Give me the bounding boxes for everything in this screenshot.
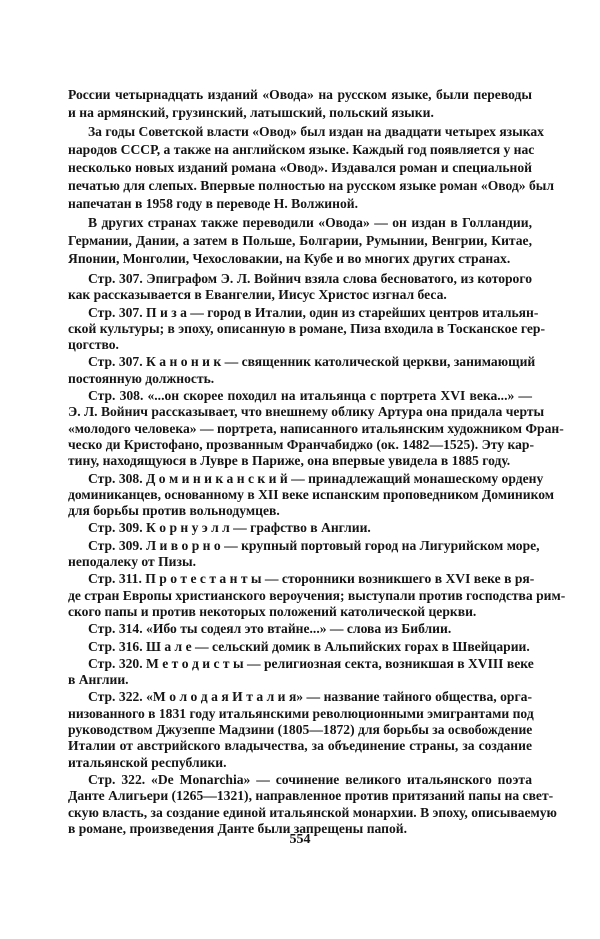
text-line: Стр. 311. П р о т е с т а н т ы — сторонники возникшего в XVI веке в ря- (88, 571, 535, 587)
note-entry (68, 271, 532, 304)
text-line: Стр. 314. «Ибо ты содеял это втайне...» — слова из Библии. (88, 621, 452, 637)
text-line: народов СССР, а также на английском языке. Каждый год появляется у нас (68, 142, 535, 157)
text-line: Стр. 320. М е т о д и с т ы — религиозная секта, возникшая в XVIII веке (88, 655, 534, 671)
text-line: Стр. 322. «De Monarchia» — сочинение великого итальянского поэта (88, 771, 532, 787)
text-line: печатью для слепых. Впервые полностью на русском языке роман «Овод» был (68, 178, 555, 193)
text-line: России четырнадцать изданий «Овода» на русском языке, были переводы (68, 87, 532, 102)
note-entry (68, 537, 540, 571)
text-line: ческо ди Кристофано, прозванным Франчабиджо (ок. 1482—1525). Эту кар- (68, 436, 535, 452)
text-line: как рассказывается в Евангелии, Иисус Христос изгнал беса. (68, 287, 447, 303)
commentary-notes (68, 271, 566, 838)
text-line: Италии от австрийского владычества, за объединение страны, за создание (68, 738, 532, 754)
note-entry (68, 470, 555, 520)
text-line: и на армянский, грузинский, латышский, польский языки. (68, 105, 434, 120)
text-line: Стр. 307. К а н о н и к — священник католической церкви, занимающий (88, 354, 536, 370)
page-number: 554 (289, 832, 311, 847)
text-line: тину, находящуюся в Лувре в Париже, она впервые увидела в 1885 году. (68, 453, 511, 469)
note-entry (68, 656, 532, 689)
note-entry (68, 354, 536, 387)
text-line: итальянской республики. (68, 754, 227, 770)
text-line: доминиканцев, основанному в XII веке испанским проповедником Домиником (68, 486, 555, 502)
text-line: За годы Советской власти «Овод» был издан на двадцати четырех языках (88, 124, 544, 139)
note-entry (68, 639, 532, 655)
text-line: Стр. 307. П и з а — город в Италии, один из старейших центров итальян- (88, 304, 539, 320)
text-line: для борьбы против вольнодумцев. (68, 503, 280, 519)
text-line: де стран Европы христианского вероучения; выступали против господства рим- (68, 587, 566, 603)
text-line: несколько новых изданий романа «Овод». Издавался роман и специальной (68, 160, 532, 175)
text-line: Стр. 309. К о р н у э л л — графство в Англии. (88, 520, 371, 536)
text-line: Стр. 322. «М о л о д а я И т а л и я» — название тайного общества, орга- (88, 689, 532, 705)
text-line: Германии, Дании, а затем в Польше, Болгарии, Румынии, Венгрии, Китае, (68, 233, 532, 248)
text-line: Данте Алигьери (1265—1321), направленное против притязаний папы на свет- (68, 788, 554, 804)
text-line: ской культуры; в эпоху, описанную в романе, Пиза входила в Тосканское гер- (68, 320, 546, 336)
paragraph (68, 86, 532, 122)
text-line: неподалеку от Пизы. (68, 554, 196, 570)
text-line: постоянную должность. (68, 370, 215, 386)
text-line: напечатан в 1958 году в переводе Н. Волжиной. (68, 196, 358, 211)
text-line: Э. Л. Войнич рассказывает, что внешнему облику Артура она придала черты (68, 404, 545, 420)
note-entry (68, 304, 546, 354)
text-line: Стр. 316. Ш а л е — сельский домик в Альпийских горах в Швейцарии. (88, 638, 530, 654)
text-line: цогство. (68, 337, 119, 353)
text-line: ского папы и против некоторых положений католической церкви. (68, 603, 477, 619)
text-line: низованного в 1831 году итальянскими революционными эмигрантами под (68, 705, 534, 721)
text-line: Стр. 308. «...он скорее походил на итальянца с портрета XVI века...» — (88, 388, 532, 404)
note-entry (68, 689, 532, 770)
text-line: В других странах также переводили «Овода» — он издан в Голландии, (88, 215, 532, 230)
note-entry (68, 771, 557, 837)
note-entry (68, 388, 564, 469)
text-line: Стр. 307. Эпиграфом Э. Л. Войнич взяла слова бесноватого, из которого (88, 271, 532, 286)
text-line: Японии, Монголии, Чехословакии, на Кубе и во многих других странах. (68, 251, 511, 266)
note-entry (68, 621, 532, 637)
text-line: Стр. 309. Л и в о р н о — крупный портовый город на Лигурийском море, (88, 537, 540, 553)
main-text (68, 86, 555, 269)
text-line: в романе, произведения Данте были запрещены папой. (68, 820, 408, 836)
text-line: Стр. 308. Д о м и н и к а н с к и й — принадлежащий монашескому ордену (88, 470, 544, 486)
text-line: руководством Джузеппе Мадзини (1805—1872) для борьбы за освобождение (68, 722, 533, 738)
text-line: «молодого человека» — портрета, написанного итальянским художником Фран- (68, 420, 564, 436)
text-line: в Англии. (68, 672, 129, 688)
text-line: скую власть, за создание единой итальянской монархии. В эпоху, описываемую (68, 804, 557, 820)
note-entry (68, 571, 566, 620)
paragraph (68, 214, 532, 268)
note-entry (68, 520, 532, 536)
paragraph (68, 123, 555, 213)
